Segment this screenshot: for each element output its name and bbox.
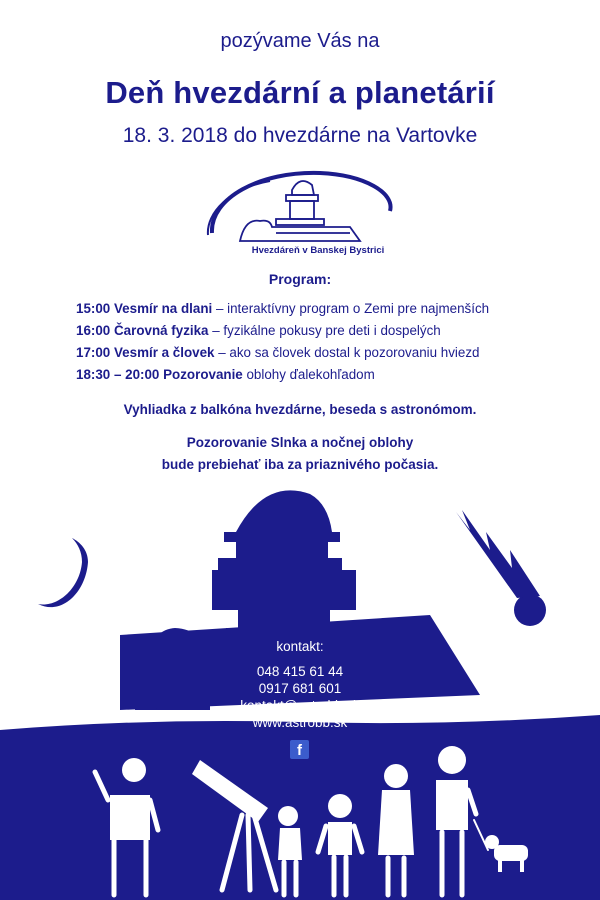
facebook-icon[interactable]: f (290, 740, 309, 759)
program-list (76, 298, 576, 386)
program-time: 18:30 – 20:00 (76, 367, 160, 382)
logo-text: Hvezdáreň v Banskej Bystrici (251, 245, 385, 256)
invite-line: pozývame Vás na (220, 30, 380, 52)
program-name: Vesmír a človek (113, 345, 215, 360)
program-item (76, 342, 576, 364)
lookout-note: Vyhliadka z balkóna hvezdárne, beseda s astronómom. (123, 402, 477, 417)
program-desc: – ako sa človek dostal k pozorovaniu hviezd (214, 345, 480, 360)
program-item (76, 364, 576, 386)
program-time: 16:00 (76, 323, 111, 338)
page-title: Deň hvezdární a planetárií (105, 75, 495, 110)
observation-line-2: bude prebiehať iba za priaznivého počasia. (161, 457, 439, 472)
program-desc: – fyzikálne pokusy pre deti i dospelých (208, 323, 441, 338)
contact-block (200, 638, 400, 731)
program-name: Pozorovanie (163, 367, 243, 382)
observation-line-1: Pozorovanie Slnka a nočnej oblohy (186, 435, 414, 450)
program-desc: – interaktívny program o Zemi pre najmenších (212, 301, 490, 316)
contact-email-link[interactable]: kontakt@astrobb.sk (240, 698, 360, 713)
program-desc: oblohy ďalekohľadom (242, 367, 375, 382)
program-item (76, 298, 576, 320)
program-name: Vesmír na dlani (113, 301, 213, 316)
program-heading: Program: (268, 271, 332, 287)
program-name: Čarovná fyzika (113, 323, 209, 338)
program-item (76, 320, 576, 342)
contact-phone-1[interactable]: 048 415 61 44 (256, 664, 344, 679)
contact-phone-2[interactable]: 0917 681 601 (258, 681, 342, 696)
program-time: 17:00 (76, 345, 111, 360)
program-time: 15:00 (76, 301, 111, 316)
crescent-moon-icon (38, 538, 88, 607)
contact-heading: kontakt: (276, 639, 324, 654)
comet-icon (456, 510, 546, 626)
contact-web-link[interactable]: www.astrobb.sk (252, 715, 348, 730)
observatory-logo-icon (200, 163, 400, 263)
event-date: 18. 3. 2018 do hvezdárne na Vartovke (122, 124, 478, 147)
